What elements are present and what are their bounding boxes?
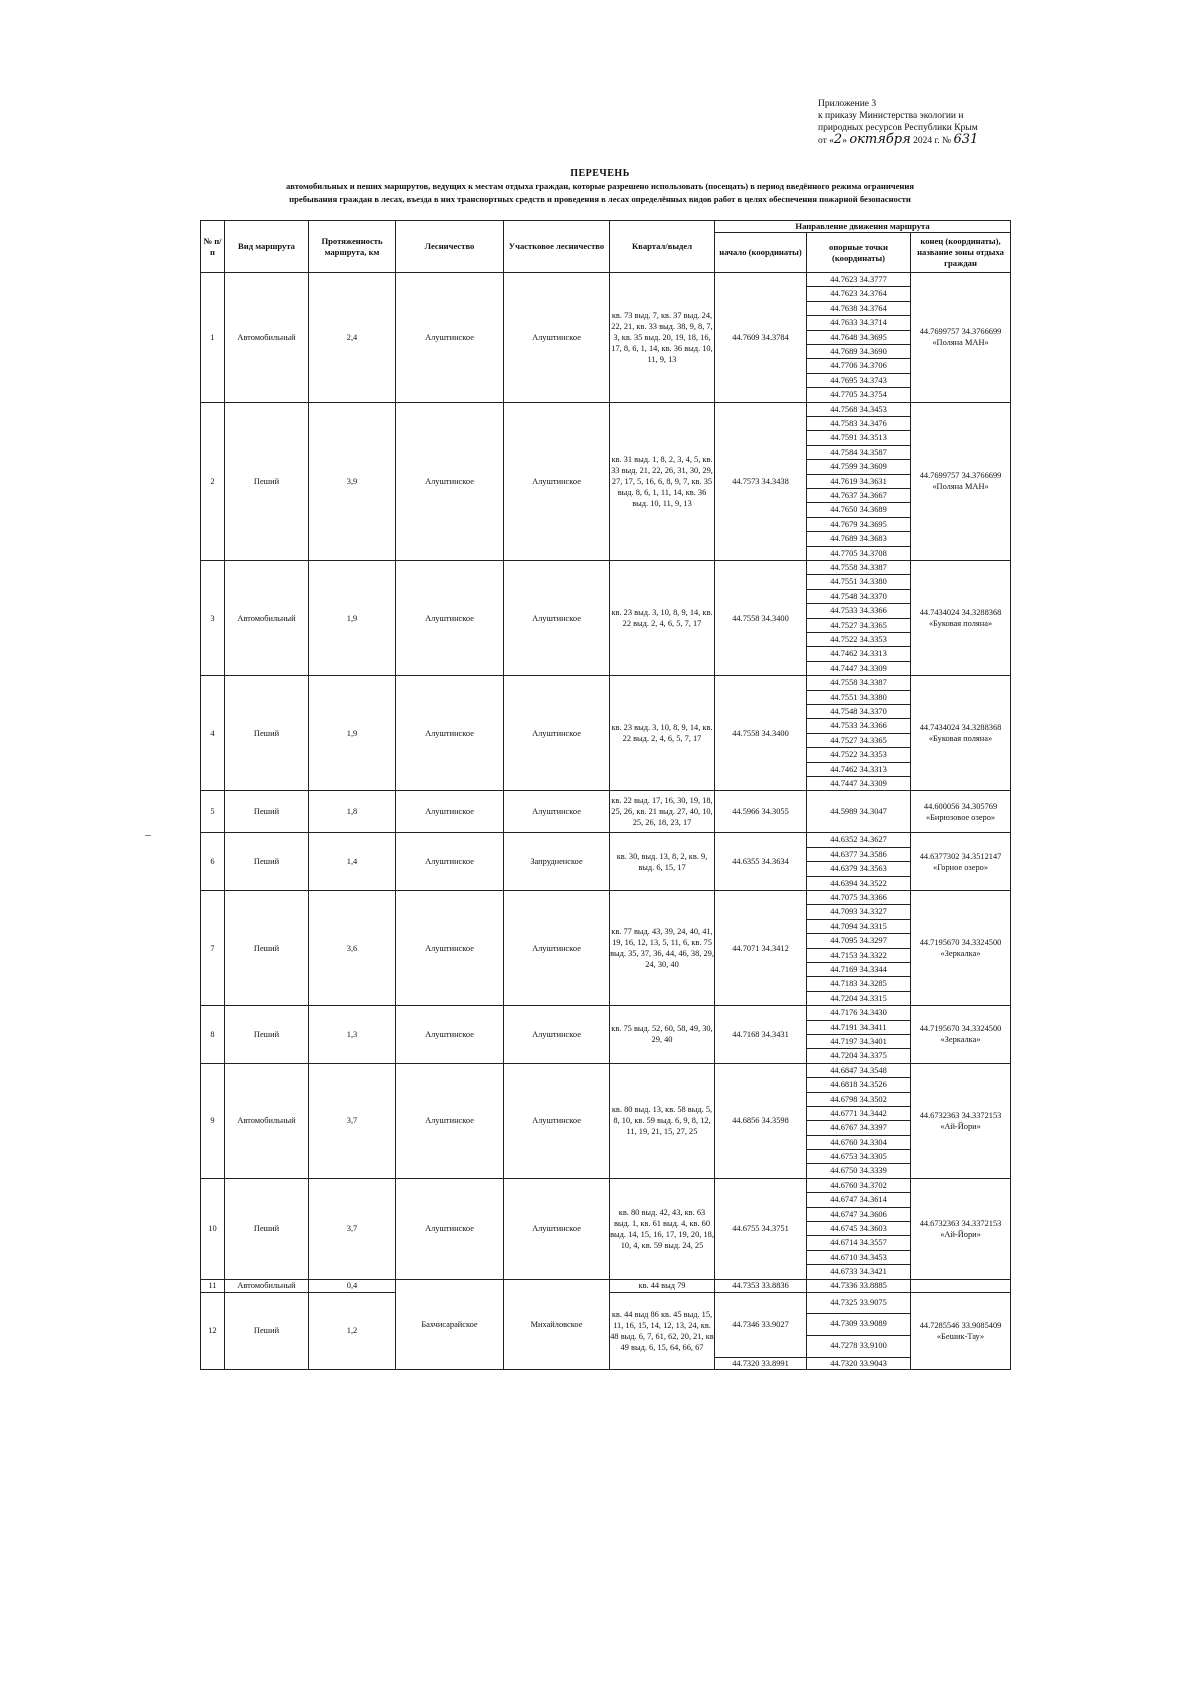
route-point: 44.6394 34.3522 xyxy=(830,878,887,888)
route-point: 44.6377 34.3586 xyxy=(807,848,910,862)
route-start: 44.7573 34.3438 xyxy=(715,402,807,560)
route-district: Алуштинское xyxy=(504,402,610,560)
route-length: 3,6 xyxy=(309,890,396,1005)
route-end: 44.6377302 34.3512147 «Горное озеро» xyxy=(911,833,1011,891)
table-row xyxy=(201,1178,1011,1279)
route-type: Автомобильный xyxy=(225,273,309,403)
route-forestry: Алуштинское xyxy=(396,676,504,791)
route-end: 44.7699757 34.3766699 «Поляна МАН» xyxy=(911,273,1011,403)
route-start: 44.7071 34.3412 xyxy=(715,890,807,1005)
route-forestry: Алуштинское xyxy=(396,833,504,891)
route-forestry: Алуштинское xyxy=(396,273,504,403)
route-num: 12 xyxy=(201,1292,225,1369)
route-points-cell xyxy=(807,402,911,560)
route-district: Алуштинское xyxy=(504,676,610,791)
route-point: 44.7706 34.3706 xyxy=(807,359,910,373)
route-forestry: Алуштинское xyxy=(396,560,504,675)
route-forestry: Алуштинское xyxy=(396,890,504,1005)
route-point: 44.6771 34.3442 xyxy=(807,1107,910,1121)
header-direction: Направление движения маршрута xyxy=(715,221,1011,233)
route-forestry: Алуштинское xyxy=(396,1006,504,1064)
route-point: 44.7551 34.3380 xyxy=(807,691,910,705)
route-point: 44.7551 34.3380 xyxy=(807,575,910,589)
route-point: 44.7619 34.3631 xyxy=(807,475,910,489)
route-point: 44.6714 34.3557 xyxy=(807,1236,910,1250)
route-point: 44.7462 34.3313 xyxy=(807,763,910,777)
route-point: 44.6745 34.3603 xyxy=(807,1222,910,1236)
route-district: Алуштинское xyxy=(504,890,610,1005)
route-end: 44.7434024 34.3288368 «Буковая поляна» xyxy=(911,676,1011,791)
route-start: 44.7558 34.3400 xyxy=(715,560,807,675)
route-point: 44.7558 34.3387 xyxy=(807,676,910,690)
route-point: 44.6760 34.3702 xyxy=(807,1179,910,1193)
header-type: Вид маршрута xyxy=(225,221,309,273)
route-point: 44.7650 34.3689 xyxy=(807,503,910,517)
route-quarter: кв. 44 выд 79 xyxy=(610,1279,715,1292)
title-subtitle: автомобильных и пеших маршрутов, ведущих к местам отдыха граждан, которые разрешено использовать (посещать) в период введённого режима ограничения xyxy=(285,181,914,191)
route-num: 7 xyxy=(201,890,225,1005)
header-end: конец (координаты), название зоны отдыха граждан xyxy=(911,233,1011,273)
table-row xyxy=(201,890,1011,1005)
route-point: 44.7533 34.3366 xyxy=(807,604,910,618)
route-district: Алуштинское xyxy=(504,791,610,833)
route-type: Пеший xyxy=(225,791,309,833)
header-forestry: Лесничество xyxy=(396,221,504,273)
route-point: 44.6753 34.3305 xyxy=(807,1150,910,1164)
header-length: Протяженность маршрута, км xyxy=(309,221,396,273)
route-point: 44.7558 34.3387 xyxy=(807,561,910,575)
route-point: 44.7633 34.3714 xyxy=(807,316,910,330)
route-num: 3 xyxy=(201,560,225,675)
route-length: 1,2 xyxy=(309,1292,396,1369)
route-end: 44.7285546 33.9085409 «Бешик-Тау» xyxy=(911,1292,1011,1369)
route-point: 44.7568 34.3453 xyxy=(807,403,910,417)
route-end: 44.6732363 34.3372153 «Ай-Йори» xyxy=(911,1178,1011,1279)
appendix-line: Приложение 3 xyxy=(818,99,877,109)
routes-table xyxy=(200,220,1011,1370)
appendix-block xyxy=(818,98,1058,147)
route-start: 44.6355 34.3634 xyxy=(715,833,807,891)
route-point: 44.6710 34.3453 xyxy=(807,1251,910,1265)
route-district: Алуштинское xyxy=(504,273,610,403)
route-point: 44.7679 34.3695 xyxy=(807,518,910,532)
table-row xyxy=(201,833,1011,891)
route-end: 44.7195670 34.3324500 «Зеркалка» xyxy=(911,1006,1011,1064)
route-point: 44.6750 34.3339 xyxy=(830,1166,887,1176)
route-point: 44.7336 33.8885 xyxy=(807,1279,911,1292)
route-point: 44.7591 34.3513 xyxy=(807,431,910,445)
route-start: 44.6755 34.3751 xyxy=(715,1178,807,1279)
route-num: 1 xyxy=(201,273,225,403)
route-points-cell xyxy=(807,273,911,403)
table-row xyxy=(201,273,1011,403)
route-points-cell xyxy=(807,833,911,891)
route-type: Пеший xyxy=(225,1292,309,1369)
route-points-cell xyxy=(807,560,911,675)
route-point: 44.7325 33.9075 xyxy=(807,1293,910,1315)
route-points-cell xyxy=(807,1006,911,1064)
route-end: 44.7699757 34.3766699 «Поляна МАН» xyxy=(911,402,1011,560)
route-point: 44.7320 33.9043 xyxy=(807,1357,911,1369)
route-length: 0,4 xyxy=(309,1279,396,1292)
document-title xyxy=(200,168,1000,205)
route-forestry: Бахчисарайское xyxy=(396,1279,504,1369)
route-district: Алуштинское xyxy=(504,1006,610,1064)
route-type: Пеший xyxy=(225,833,309,891)
route-num: 9 xyxy=(201,1063,225,1178)
route-num: 11 xyxy=(201,1279,225,1292)
route-point: 44.7695 34.3743 xyxy=(807,374,910,388)
route-quarter: кв. 77 выд. 43, 39, 24, 40, 41, 19, 16, 12, 13, 5, 11, 6, кв. 75 выд. 35, 37, 36, 44, 46, 38, 29, 24, 30, 40 xyxy=(610,890,715,1005)
route-district: Алуштинское xyxy=(504,1178,610,1279)
appendix-line: к приказу Министерства экологии и xyxy=(818,111,964,121)
route-point: 44.6733 34.3421 xyxy=(830,1267,887,1277)
route-point: 44.7527 34.3365 xyxy=(807,619,910,633)
route-point: 44.7533 34.3366 xyxy=(807,719,910,733)
route-points-cell xyxy=(807,676,911,791)
route-start: 44.7558 34.3400 xyxy=(715,676,807,791)
route-type: Автомобильный xyxy=(225,1279,309,1292)
route-point: 44.7522 34.3353 xyxy=(807,633,910,647)
route-point: 44.7527 34.3365 xyxy=(807,734,910,748)
table-row xyxy=(201,1279,1011,1292)
route-quarter: кв. 75 выд. 52, 60, 58, 49, 30, 29, 40 xyxy=(610,1006,715,1064)
route-end xyxy=(911,1279,1011,1292)
route-forestry: Алуштинское xyxy=(396,791,504,833)
route-points-cell xyxy=(807,1292,911,1357)
route-end: 44.600056 34.305769 «Бирюзовое озеро» xyxy=(911,791,1011,833)
route-point: 44.7153 34.3322 xyxy=(807,949,910,963)
handwritten-day: 2 xyxy=(833,132,843,147)
route-end: 44.7195670 34.3324500 «Зеркалка» xyxy=(911,890,1011,1005)
route-point: 44.7204 34.3375 xyxy=(830,1051,887,1061)
handwritten-month: октября xyxy=(849,132,911,147)
route-point: 44.7447 34.3309 xyxy=(830,778,887,788)
handwritten-order-number: 631 xyxy=(953,132,979,147)
route-type: Автомобильный xyxy=(225,560,309,675)
route-quarter: кв. 73 выд. 7, кв. 37 выд. 24, 22, 21, кв. 33 выд. 38, 9, 8, 7, 3, кв. 35 выд. 20, 19, 18, 16, 17, 8, 6, 1, 14, кв. 36 выд. 10, 11, 9, 13 xyxy=(610,273,715,403)
appendix-date: от «2» октября 2024 г. № 631 xyxy=(818,132,979,147)
route-point: 44.6847 34.3548 xyxy=(807,1064,910,1078)
route-quarter: кв. 80 выд. 13, кв. 58 выд. 5, 8, 10, кв. 59 выд. 6, 9, 8, 12, 11, 19, 21, 15, 27, 25 xyxy=(610,1063,715,1178)
route-point: 44.7548 34.3370 xyxy=(807,705,910,719)
route-length: 3,7 xyxy=(309,1063,396,1178)
appendix-line: природных ресурсов Республики Крым xyxy=(818,123,978,133)
route-point: 44.7093 34.3327 xyxy=(807,905,910,919)
route-num: 6 xyxy=(201,833,225,891)
table-row xyxy=(201,402,1011,560)
route-type: Пеший xyxy=(225,890,309,1005)
route-point: 44.7548 34.3370 xyxy=(807,590,910,604)
route-start: 44.7168 34.3431 xyxy=(715,1006,807,1064)
route-num: 2 xyxy=(201,402,225,560)
route-start: 44.7320 33.8991 xyxy=(715,1357,807,1369)
table-row xyxy=(201,560,1011,675)
route-point: 44.7462 34.3313 xyxy=(807,647,910,661)
route-point: 44.7309 33.9089 xyxy=(807,1314,910,1336)
route-point: 44.7583 34.3476 xyxy=(807,417,910,431)
route-type: Пеший xyxy=(225,1178,309,1279)
route-district: Алуштинское xyxy=(504,560,610,675)
route-quarter: кв. 80 выд. 42, 43, кв. 63 выд. 1, кв. 61 выд. 4, кв. 60 выд. 14, 15, 16, 17, 19, 20, 18, 10, 4, кв. 59 выд. 24, 25 xyxy=(610,1178,715,1279)
table-row xyxy=(201,676,1011,791)
route-num: 8 xyxy=(201,1006,225,1064)
route-quarter: кв. 44 выд 86 кв. 45 выд. 15, 11, 16, 15, 14, 12, 13, 24, кв. 48 выд. 6, 7, 61, 62, 20, 21, кв 49 выд. 6, 15, 64, 66, 67 xyxy=(610,1292,715,1369)
route-point: 44.7599 34.3609 xyxy=(807,460,910,474)
route-point: 44.7705 34.3708 xyxy=(830,548,887,558)
route-length: 3,9 xyxy=(309,402,396,560)
scan-mark xyxy=(145,835,151,836)
route-start: 44.7346 33.9027 xyxy=(715,1292,807,1357)
route-length: 1,9 xyxy=(309,560,396,675)
route-length: 3,7 xyxy=(309,1178,396,1279)
route-length: 1,3 xyxy=(309,1006,396,1064)
route-points-cell xyxy=(807,1178,911,1279)
route-num: 10 xyxy=(201,1178,225,1279)
route-point: 44.7637 34.3667 xyxy=(807,489,910,503)
route-point: 44.7169 34.3344 xyxy=(807,963,910,977)
route-point: 44.6760 34.3304 xyxy=(807,1136,910,1150)
route-point: 44.6747 34.3614 xyxy=(807,1193,910,1207)
route-point: 44.7278 33.9100 xyxy=(830,1340,887,1350)
route-num: 4 xyxy=(201,676,225,791)
route-point: 44.7689 34.3690 xyxy=(807,345,910,359)
route-district: Запрудненское xyxy=(504,833,610,891)
header-district: Участковое лесничество xyxy=(504,221,610,273)
route-point: 44.6747 34.3606 xyxy=(807,1208,910,1222)
route-forestry: Алуштинское xyxy=(396,402,504,560)
route-start: 44.5966 34.3055 xyxy=(715,791,807,833)
table-row xyxy=(201,791,1011,833)
route-point: 44.7705 34.3754 xyxy=(830,390,887,400)
route-points-cell xyxy=(807,1063,911,1178)
route-point: 44.7204 34.3315 xyxy=(830,993,887,1003)
header-points: опорные точки (координаты) xyxy=(807,233,911,273)
route-start: 44.7353 33.8836 xyxy=(715,1279,807,1292)
table-row xyxy=(201,1006,1011,1064)
route-forestry: Алуштинское xyxy=(396,1178,504,1279)
route-type: Пеший xyxy=(225,1006,309,1064)
route-point: 44.7183 34.3285 xyxy=(807,977,910,991)
table-row xyxy=(201,1063,1011,1178)
route-type: Автомобильный xyxy=(225,1063,309,1178)
route-point: 44.6798 34.3502 xyxy=(807,1093,910,1107)
route-point: 44.5989 34.3047 xyxy=(807,791,911,833)
route-end: 44.7434024 34.3288368 «Буковая поляна» xyxy=(911,560,1011,675)
route-point: 44.7447 34.3309 xyxy=(830,663,887,673)
route-point: 44.7522 34.3353 xyxy=(807,748,910,762)
route-point: 44.7689 34.3683 xyxy=(807,532,910,546)
route-quarter: кв. 22 выд. 17, 16, 30, 19, 18, 25, 26, кв. 21 выд. 27, 40, 10, 25, 26, 18, 23, 17 xyxy=(610,791,715,833)
route-point: 44.7648 34.3695 xyxy=(807,331,910,345)
route-point: 44.7584 34.3587 xyxy=(807,446,910,460)
route-point: 44.7623 34.3764 xyxy=(807,287,910,301)
route-point: 44.7094 34.3315 xyxy=(807,920,910,934)
header-num: № п/п xyxy=(201,221,225,273)
route-end: 44.6732363 34.3372153 «Ай-Йори» xyxy=(911,1063,1011,1178)
route-length: 1,9 xyxy=(309,676,396,791)
route-points-cell xyxy=(807,890,911,1005)
title-subtitle: пребывания граждан в лесах, въезда в них транспортных средств и проведения в лесах определённых видов работ в целях обеспечения пожарной безопасности xyxy=(289,194,911,204)
route-quarter: кв. 23 выд. 3, 10, 8, 9, 14, кв. 22 выд. 2, 4, 6, 5, 7, 17 xyxy=(610,560,715,675)
route-num: 5 xyxy=(201,791,225,833)
route-point: 44.6818 34.3526 xyxy=(807,1078,910,1092)
route-point: 44.7638 34.3764 xyxy=(807,302,910,316)
route-quarter: кв. 30, выд. 13, 8, 2, кв. 9, выд. 6, 15, 17 xyxy=(610,833,715,891)
route-length: 1,8 xyxy=(309,791,396,833)
route-point: 44.6352 34.3627 xyxy=(807,833,910,847)
route-point: 44.7197 34.3401 xyxy=(807,1035,910,1049)
route-point: 44.7176 34.3430 xyxy=(807,1006,910,1020)
route-length: 1,4 xyxy=(309,833,396,891)
route-point: 44.7095 34.3297 xyxy=(807,934,910,948)
route-point: 44.7075 34.3366 xyxy=(807,891,910,905)
route-start: 44.6856 34.3598 xyxy=(715,1063,807,1178)
route-point: 44.6379 34.3563 xyxy=(807,862,910,876)
route-point: 44.6767 34.3397 xyxy=(807,1121,910,1135)
title-main: ПЕРЕЧЕНЬ xyxy=(570,168,630,179)
route-type: Пеший xyxy=(225,676,309,791)
route-quarter: кв. 23 выд. 3, 10, 8, 9, 14, кв. 22 выд. 2, 4, 6, 5, 7, 17 xyxy=(610,676,715,791)
header-quarter: Квартал/выдел xyxy=(610,221,715,273)
route-point: 44.7623 34.3777 xyxy=(807,273,910,287)
route-forestry: Алуштинское xyxy=(396,1063,504,1178)
route-start: 44.7609 34.3784 xyxy=(715,273,807,403)
route-district: Алуштинское xyxy=(504,1063,610,1178)
route-length: 2,4 xyxy=(309,273,396,403)
route-type: Пеший xyxy=(225,402,309,560)
header-start: начало (координаты) xyxy=(715,233,807,273)
route-district: Михайловское xyxy=(504,1279,610,1369)
route-point: 44.7191 34.3411 xyxy=(807,1021,910,1035)
route-quarter: кв. 31 выд. 1, 8, 2, 3, 4, 5, кв. 33 выд. 21, 22, 26, 31, 30, 29, 27, 17, 5, 16, 6, 8, 9, 7, кв. 35 выд. 8, 6, 1, 11, 14, кв. 36 выд. 10, 11, 9, 13 xyxy=(610,402,715,560)
